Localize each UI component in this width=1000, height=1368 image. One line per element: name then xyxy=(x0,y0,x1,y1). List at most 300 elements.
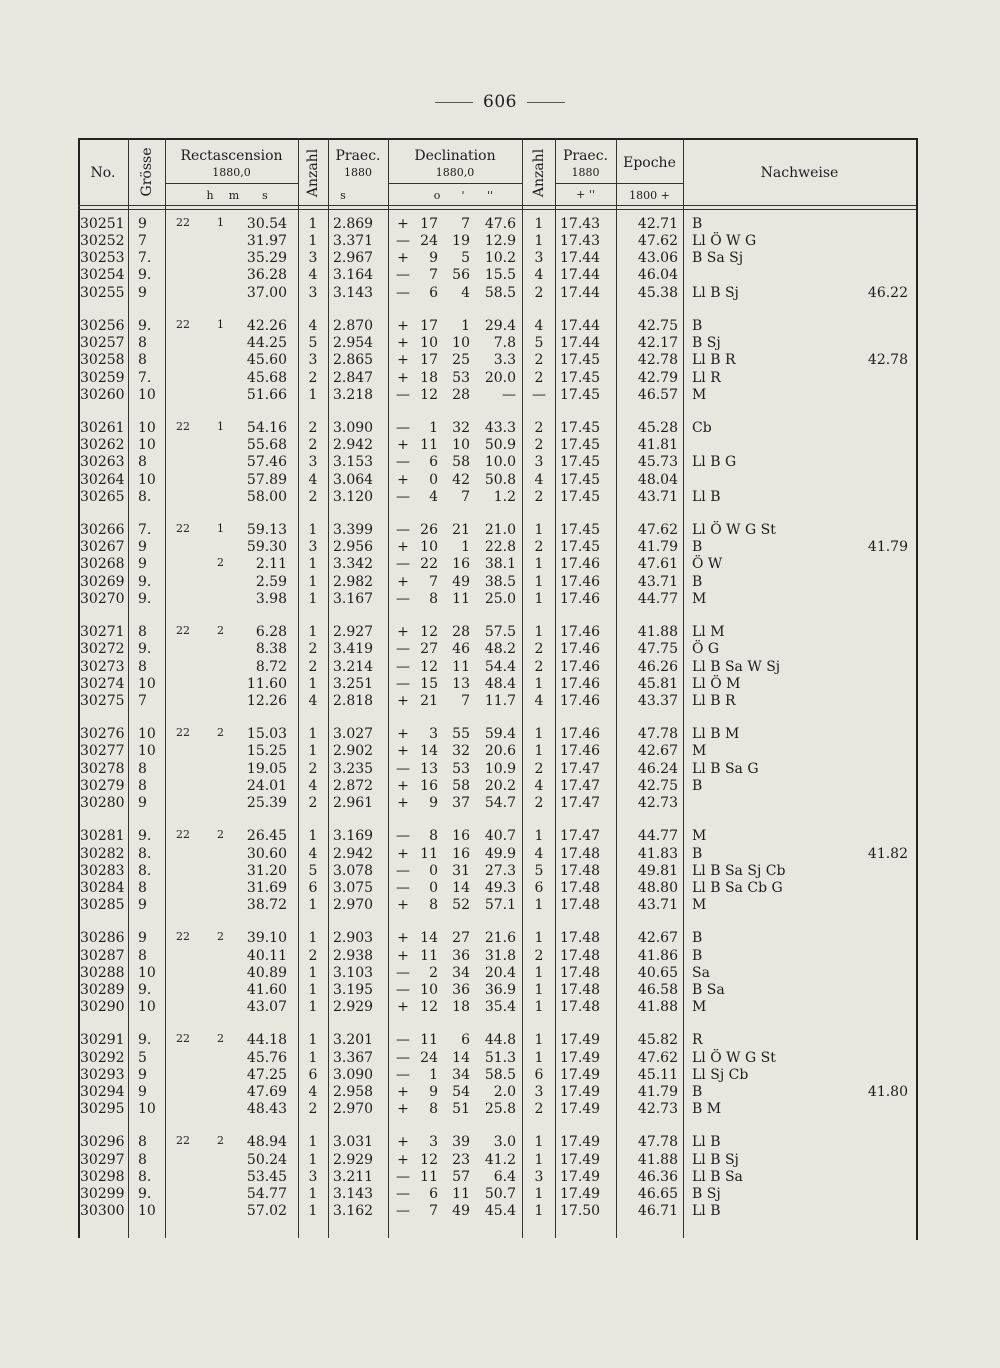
cell-dsign: + xyxy=(397,573,409,590)
cell-ds: 48.4 xyxy=(484,675,516,692)
cell-ep: 48.04 xyxy=(637,471,678,488)
cell-nw: Ll B Sa xyxy=(692,1168,743,1185)
cell-ds: — xyxy=(502,386,516,403)
cell-ds: 58.5 xyxy=(484,1066,516,1083)
cell-dsign: — xyxy=(396,1185,410,1202)
cell-a1: 1 xyxy=(308,1049,318,1066)
column-rule xyxy=(616,138,617,1238)
cell-gr: 10 xyxy=(138,1101,156,1117)
cell-gr: 9. xyxy=(138,641,152,658)
cell-dm: 25 xyxy=(452,352,470,369)
cell-dd: 7 xyxy=(429,573,438,590)
cell-gr: 8 xyxy=(138,624,147,641)
cell-dd: 12 xyxy=(420,624,438,641)
cell-m: 1 xyxy=(217,216,224,229)
cell-gr: 7 xyxy=(138,233,147,250)
cell-gr: 9 xyxy=(138,216,147,232)
header-anzahl-2: Anzahl xyxy=(531,148,547,198)
cell-pr: 3.064 xyxy=(333,471,374,488)
cell-dm: 37 xyxy=(452,794,470,811)
cell-pr2: 17.43 xyxy=(560,233,601,250)
cell-a1: 4 xyxy=(308,267,318,284)
cell-s: 19.05 xyxy=(246,760,287,777)
cell-a2: 2 xyxy=(534,539,544,556)
cell-ds: 25.8 xyxy=(484,1101,516,1117)
cell-a2: 4 xyxy=(534,845,544,862)
cell-a1: 6 xyxy=(308,1066,318,1083)
cell-a1: 1 xyxy=(308,930,318,947)
cell-gr: 8 xyxy=(138,1151,147,1168)
cell-nw: Ll B Sj xyxy=(692,1151,739,1168)
cell-pr2: 17.45 xyxy=(560,420,601,437)
cell-pr2: 17.48 xyxy=(560,947,601,964)
cell-pr: 3.167 xyxy=(333,590,374,607)
cell-ep: 40.65 xyxy=(637,964,678,981)
cell-dm: 7 xyxy=(461,692,470,709)
cell-a2: 2 xyxy=(534,794,544,811)
cell-pr2: 17.44 xyxy=(560,318,601,335)
cell-ep: 45.81 xyxy=(637,675,678,692)
cell-dsign: — xyxy=(396,284,410,301)
header-praec-2-year: 1880 xyxy=(571,166,600,179)
cell-pr: 2.927 xyxy=(333,624,374,641)
cell-no: 30287 xyxy=(80,947,125,964)
cell-a1: 3 xyxy=(308,352,318,369)
cell-ds: 45.4 xyxy=(484,1203,516,1219)
cell-ep: 42.73 xyxy=(637,794,678,811)
subheader-rule xyxy=(555,183,683,184)
cell-s: 2.11 xyxy=(255,556,287,573)
cell-nw: Ll B Sa Sj Cb xyxy=(692,862,786,879)
cell-dd: 10 xyxy=(420,335,438,352)
cell-dsign: + xyxy=(397,318,409,335)
cell-pr: 3.235 xyxy=(333,760,374,777)
cell-ep: 42.79 xyxy=(637,369,678,386)
cell-nw: B xyxy=(692,947,703,964)
cell-ep: 46.04 xyxy=(637,267,678,284)
cell-pr: 3.090 xyxy=(333,1066,374,1083)
cell-a2: 4 xyxy=(534,692,544,709)
cell-h: 22 xyxy=(176,318,190,332)
cell-pr2: 17.47 xyxy=(560,777,601,794)
cell-no: 30273 xyxy=(80,658,125,675)
cell-dsign: — xyxy=(396,879,410,896)
cell-dm: 11 xyxy=(452,658,470,675)
cell-ep: 41.79 xyxy=(637,1083,678,1100)
header-praec-1: Praec. xyxy=(335,148,381,164)
cell-dd: 3 xyxy=(429,1134,438,1151)
cell-no: 30276 xyxy=(80,726,125,743)
cell-ep: 44.77 xyxy=(637,828,678,845)
cell-a1: 2 xyxy=(308,437,318,454)
cell-a2: 3 xyxy=(534,1083,544,1100)
cell-gr: 9 xyxy=(138,896,147,913)
cell-a2: 4 xyxy=(534,777,544,794)
cell-a1: 2 xyxy=(308,369,318,386)
cell-note: 41.82 xyxy=(867,845,908,862)
cell-ep: 45.28 xyxy=(637,420,678,437)
cell-m: 2 xyxy=(217,1032,224,1046)
cell-s: 43.07 xyxy=(246,998,287,1015)
cell-dsign: — xyxy=(396,675,410,692)
cell-dd: 7 xyxy=(429,1203,438,1219)
cell-dd: 0 xyxy=(429,879,438,896)
cell-s: 39.10 xyxy=(246,930,287,947)
cell-s: 31.97 xyxy=(246,233,287,250)
cell-pr: 3.342 xyxy=(333,556,374,573)
cell-dm: 11 xyxy=(452,590,470,607)
cell-no: 30259 xyxy=(80,369,125,386)
column-rule xyxy=(683,138,684,1238)
cell-dd: 8 xyxy=(429,828,438,845)
cell-pr: 3.214 xyxy=(333,658,374,675)
cell-no: 30275 xyxy=(80,692,125,709)
cell-gr: 5 xyxy=(138,1049,147,1066)
cell-s: 6.28 xyxy=(255,624,287,641)
cell-pr2: 17.48 xyxy=(560,862,601,879)
cell-a2: 1 xyxy=(534,590,544,607)
cell-a2: 1 xyxy=(534,930,544,947)
cell-ds: 50.7 xyxy=(484,1185,516,1202)
cell-no: 30265 xyxy=(80,488,125,505)
cell-pr: 3.153 xyxy=(333,454,374,471)
cell-nw: Cb xyxy=(692,420,712,437)
cell-dd: 12 xyxy=(420,998,438,1015)
cell-gr: 9. xyxy=(138,573,152,590)
cell-dsign: — xyxy=(396,556,410,573)
cell-dsign: — xyxy=(396,386,410,403)
cell-pr: 3.211 xyxy=(333,1168,374,1185)
cell-pr: 3.419 xyxy=(333,641,374,658)
cell-gr: 10 xyxy=(138,386,156,403)
cell-gr: 10 xyxy=(138,471,156,488)
cell-dsign: — xyxy=(396,420,410,437)
cell-a2: 2 xyxy=(534,369,544,386)
cell-dd: 11 xyxy=(420,947,438,964)
cell-pr2: 17.43 xyxy=(560,216,601,232)
cell-a2: 6 xyxy=(534,1066,544,1083)
cell-dd: 27 xyxy=(420,641,438,658)
cell-ep: 45.11 xyxy=(637,1066,678,1083)
cell-s: 57.02 xyxy=(246,1203,287,1219)
cell-s: 25.39 xyxy=(246,794,287,811)
cell-dsign: — xyxy=(396,981,410,998)
cell-a2: 1 xyxy=(534,522,544,539)
cell-dm: 18 xyxy=(452,998,470,1015)
cell-ep: 47.62 xyxy=(637,522,678,539)
cell-dsign: — xyxy=(396,862,410,879)
cell-no: 30295 xyxy=(80,1101,125,1117)
cell-gr: 8 xyxy=(138,777,147,794)
cell-gr: 10 xyxy=(138,420,156,437)
cell-gr: 9. xyxy=(138,318,152,335)
cell-no: 30256 xyxy=(80,318,125,335)
cell-ep: 44.77 xyxy=(637,590,678,607)
cell-no: 30286 xyxy=(80,930,125,947)
cell-no: 30270 xyxy=(80,590,125,607)
cell-dsign: + xyxy=(397,692,409,709)
cell-ep: 45.73 xyxy=(637,454,678,471)
cell-m: 2 xyxy=(217,726,224,740)
cell-dsign: + xyxy=(397,947,409,964)
cell-nw: Ll Ö W G St xyxy=(692,522,776,539)
cell-note: 46.22 xyxy=(867,284,908,301)
cell-ep: 47.62 xyxy=(637,1049,678,1066)
cell-nw: Ll M xyxy=(692,624,725,641)
cell-ds: 3.3 xyxy=(493,352,516,369)
cell-h: 22 xyxy=(176,1134,190,1148)
cell-pr2: 17.46 xyxy=(560,692,601,709)
cell-nw: B xyxy=(692,845,703,862)
cell-ep: 42.67 xyxy=(637,743,678,760)
cell-dsign: + xyxy=(397,624,409,641)
cell-s: 24.01 xyxy=(246,777,287,794)
cell-h: 22 xyxy=(176,930,190,944)
cell-nw: M xyxy=(692,828,707,845)
cell-ds: 11.7 xyxy=(484,692,516,709)
cell-gr: 10 xyxy=(138,1203,156,1219)
cell-a2: 5 xyxy=(534,862,544,879)
cell-a2: 1 xyxy=(534,998,544,1015)
cell-m: 1 xyxy=(217,318,224,332)
cell-s: 30.60 xyxy=(246,845,287,862)
cell-nw: Ö G xyxy=(692,641,720,658)
cell-s: 48.43 xyxy=(246,1101,287,1117)
cell-no: 30290 xyxy=(80,998,125,1015)
cell-s: 8.72 xyxy=(255,658,287,675)
cell-pr: 3.078 xyxy=(333,862,374,879)
cell-gr: 8. xyxy=(138,1168,152,1185)
cell-pr2: 17.46 xyxy=(560,556,601,573)
cell-a2: 2 xyxy=(534,437,544,454)
cell-gr: 8 xyxy=(138,335,147,352)
cell-dsign: — xyxy=(396,233,410,250)
cell-ds: 20.4 xyxy=(484,964,516,981)
cell-s: 55.68 xyxy=(246,437,287,454)
cell-s: 54.16 xyxy=(246,420,287,437)
cell-pr: 3.195 xyxy=(333,981,374,998)
cell-dsign: + xyxy=(397,250,409,267)
cell-dd: 10 xyxy=(420,539,438,556)
cell-a1: 3 xyxy=(308,454,318,471)
header-epoche: Epoche xyxy=(623,155,676,171)
cell-nw: M xyxy=(692,998,707,1015)
cell-no: 30282 xyxy=(80,845,125,862)
cell-pr: 3.367 xyxy=(333,1049,374,1066)
cell-pr: 2.865 xyxy=(333,352,374,369)
cell-nw: M xyxy=(692,896,707,913)
cell-nw: Ll B M xyxy=(692,726,740,743)
cell-a2: 2 xyxy=(534,284,544,301)
cell-dm: 54 xyxy=(452,1083,470,1100)
cell-a1: 1 xyxy=(308,1032,318,1049)
cell-dd: 10 xyxy=(420,981,438,998)
cell-pr: 3.027 xyxy=(333,726,374,743)
cell-nw: B xyxy=(692,318,703,335)
cell-pr: 2.902 xyxy=(333,743,374,760)
cell-a1: 1 xyxy=(308,1203,318,1219)
cell-pr2: 17.45 xyxy=(560,488,601,505)
cell-pr2: 17.45 xyxy=(560,454,601,471)
cell-h: 22 xyxy=(176,726,190,740)
cell-note: 42.78 xyxy=(867,352,908,369)
cell-pr: 2.872 xyxy=(333,777,374,794)
cell-ep: 41.81 xyxy=(637,437,678,454)
cell-pr2: 17.46 xyxy=(560,624,601,641)
cell-pr2: 17.49 xyxy=(560,1032,601,1049)
cell-ds: 12.9 xyxy=(484,233,516,250)
cell-a1: 5 xyxy=(308,335,318,352)
cell-nw: Ö W xyxy=(692,556,723,573)
cell-a2: 1 xyxy=(534,828,544,845)
cell-ep: 41.88 xyxy=(637,998,678,1015)
cell-ds: 20.0 xyxy=(484,369,516,386)
cell-dsign: — xyxy=(396,760,410,777)
cell-a1: 1 xyxy=(308,964,318,981)
cell-ds: 48.2 xyxy=(484,641,516,658)
cell-dm: 1 xyxy=(461,318,470,335)
cell-nw: Ll B Sj xyxy=(692,284,739,301)
cell-dd: 9 xyxy=(429,1083,438,1100)
header-no: No. xyxy=(90,165,116,181)
cell-a1: 2 xyxy=(308,420,318,437)
cell-a1: 2 xyxy=(308,1101,318,1117)
cell-nw: B M xyxy=(692,1101,722,1117)
cell-a2: 1 xyxy=(534,1134,544,1151)
cell-dd: 17 xyxy=(420,352,438,369)
cell-no: 30283 xyxy=(80,862,125,879)
cell-a1: 1 xyxy=(308,726,318,743)
cell-s: 45.76 xyxy=(246,1049,287,1066)
cell-ep: 43.37 xyxy=(637,692,678,709)
cell-dsign: + xyxy=(397,896,409,913)
cell-a1: 1 xyxy=(308,981,318,998)
cell-ep: 46.58 xyxy=(637,981,678,998)
cell-dm: 56 xyxy=(452,267,470,284)
cell-s: 11.60 xyxy=(246,675,287,692)
cell-pr2: 17.50 xyxy=(560,1203,601,1219)
cell-a1: 6 xyxy=(308,879,318,896)
cell-no: 30281 xyxy=(80,828,125,845)
cell-dsign: + xyxy=(397,437,409,454)
cell-ds: 25.0 xyxy=(484,590,516,607)
cell-a2: 2 xyxy=(534,760,544,777)
cell-pr: 3.399 xyxy=(333,522,374,539)
cell-dm: 39 xyxy=(452,1134,470,1151)
cell-gr: 8 xyxy=(138,947,147,964)
cell-no: 30264 xyxy=(80,471,125,488)
cell-nw: Ll B R xyxy=(692,352,736,369)
cell-dsign: — xyxy=(396,1066,410,1083)
column-rule xyxy=(328,138,329,1238)
cell-pr: 2.929 xyxy=(333,1151,374,1168)
cell-dsign: + xyxy=(397,845,409,862)
cell-pr2: 17.48 xyxy=(560,845,601,862)
cell-dsign: — xyxy=(396,964,410,981)
cell-dm: 36 xyxy=(452,981,470,998)
cell-no: 30257 xyxy=(80,335,125,352)
cell-a2: 4 xyxy=(534,318,544,335)
cell-no: 30274 xyxy=(80,675,125,692)
cell-s: 44.25 xyxy=(246,335,287,352)
cell-nw: B Sj xyxy=(692,335,721,352)
header-unit-arcsec: '' xyxy=(486,189,494,202)
cell-pr: 2.967 xyxy=(333,250,374,267)
cell-pr2: 17.49 xyxy=(560,1049,601,1066)
cell-h: 22 xyxy=(176,624,190,638)
cell-ds: 50.9 xyxy=(484,437,516,454)
cell-pr2: 17.49 xyxy=(560,1134,601,1151)
column-rule xyxy=(555,138,556,1238)
cell-ep: 41.88 xyxy=(637,624,678,641)
cell-pr2: 17.45 xyxy=(560,437,601,454)
cell-note: 41.79 xyxy=(867,539,908,556)
cell-ep: 42.71 xyxy=(637,216,678,232)
cell-ds: 35.4 xyxy=(484,998,516,1015)
header-rect-epoch: 1880,0 xyxy=(212,166,251,179)
cell-s: 59.30 xyxy=(246,539,287,556)
cell-pr2: 17.46 xyxy=(560,573,601,590)
cell-nw: B xyxy=(692,539,703,556)
cell-a1: 1 xyxy=(308,675,318,692)
cell-ds: 3.0 xyxy=(493,1134,516,1151)
cell-pr2: 17.47 xyxy=(560,794,601,811)
cell-ep: 42.75 xyxy=(637,777,678,794)
cell-no: 30299 xyxy=(80,1185,125,1202)
cell-dm: 32 xyxy=(452,420,470,437)
cell-ep: 48.80 xyxy=(637,879,678,896)
cell-dd: 15 xyxy=(420,675,438,692)
cell-no: 30266 xyxy=(80,522,125,539)
cell-dd: 17 xyxy=(420,216,438,232)
cell-dd: 26 xyxy=(420,522,438,539)
cell-a2: 1 xyxy=(534,573,544,590)
cell-pr2: 17.46 xyxy=(560,675,601,692)
cell-s: 12.26 xyxy=(246,692,287,709)
cell-s: 31.20 xyxy=(246,862,287,879)
cell-nw: Ll B xyxy=(692,1134,721,1151)
cell-dd: 3 xyxy=(429,726,438,743)
cell-a2: 2 xyxy=(534,947,544,964)
cell-ep: 46.36 xyxy=(637,1168,678,1185)
cell-ds: 47.6 xyxy=(484,216,516,232)
cell-ds: 31.8 xyxy=(484,947,516,964)
cell-s: 57.89 xyxy=(246,471,287,488)
cell-dd: 13 xyxy=(420,760,438,777)
cell-nw: B xyxy=(692,1083,703,1100)
column-rule xyxy=(165,138,166,1238)
cell-dm: 52 xyxy=(452,896,470,913)
cell-no: 30298 xyxy=(80,1168,125,1185)
cell-a2: 1 xyxy=(534,726,544,743)
cell-ep: 45.38 xyxy=(637,284,678,301)
cell-pr: 2.938 xyxy=(333,947,374,964)
cell-a2: 1 xyxy=(534,1049,544,1066)
cell-ds: 36.9 xyxy=(484,981,516,998)
cell-s: 51.66 xyxy=(246,386,287,403)
cell-no: 30258 xyxy=(80,352,125,369)
header-praec-1-unit: s xyxy=(340,189,346,202)
cell-a1: 2 xyxy=(308,760,318,777)
cell-pr: 2.942 xyxy=(333,437,374,454)
cell-s: 38.72 xyxy=(246,896,287,913)
cell-s: 57.46 xyxy=(246,454,287,471)
cell-a2: 2 xyxy=(534,641,544,658)
cell-nw: Ll B Sa Cb G xyxy=(692,879,783,896)
cell-a1: 3 xyxy=(308,539,318,556)
cell-nw: Ll Ö W G xyxy=(692,233,757,250)
cell-pr: 2.982 xyxy=(333,573,374,590)
